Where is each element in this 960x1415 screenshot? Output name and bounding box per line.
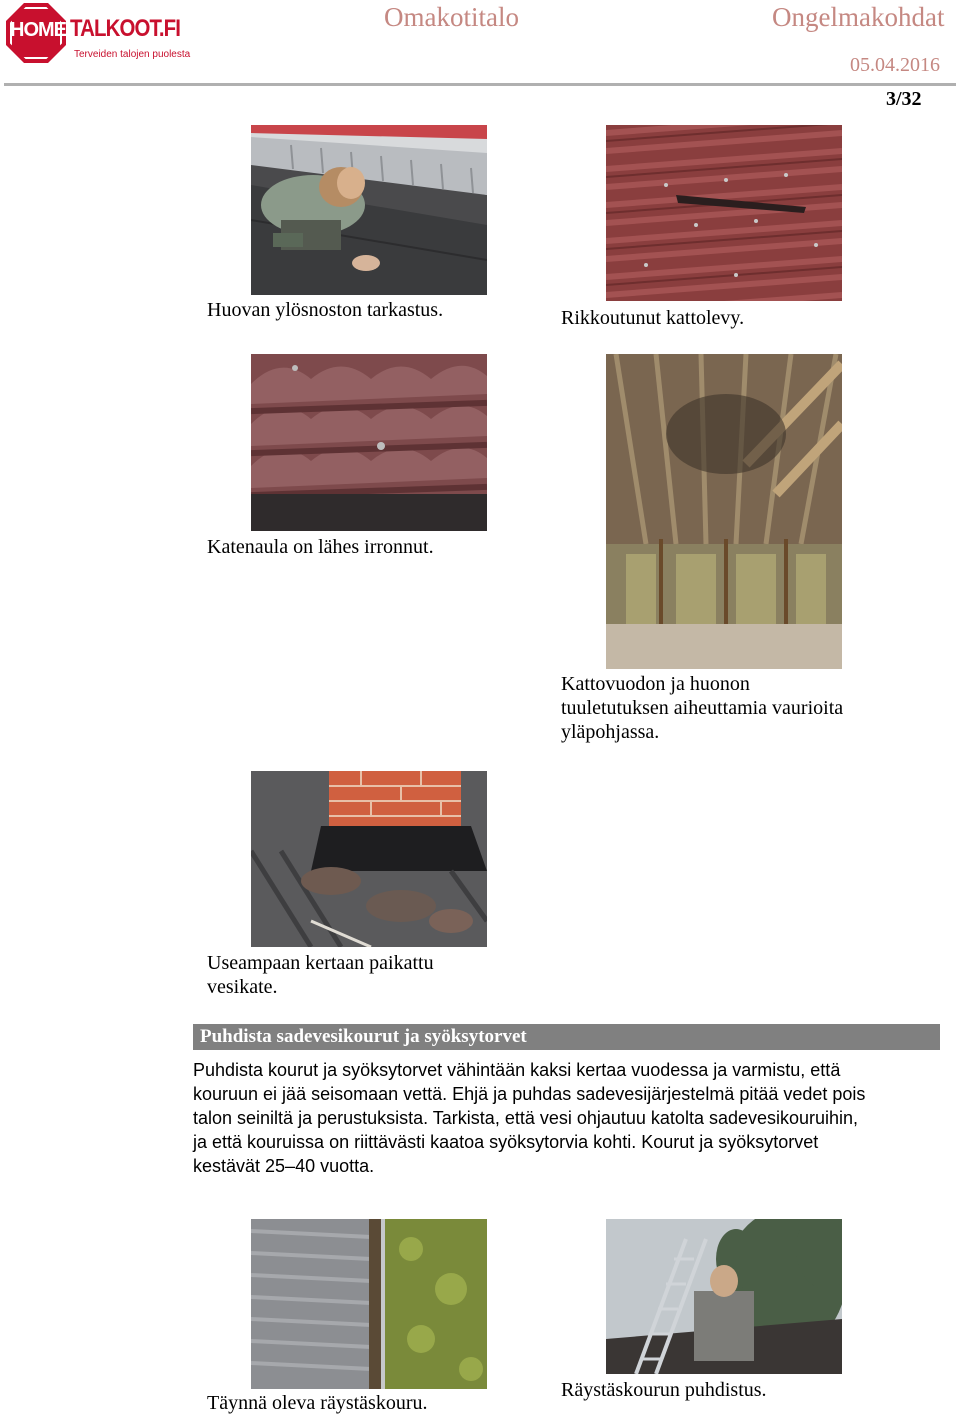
- page-number: 3/32: [886, 88, 922, 110]
- photo-caption: Rikkoutunut kattolevy.: [561, 307, 745, 329]
- body-line: kouruun ei jää seisomaan vettä. Ehjä ja puhdas sadevesijärjestelmä pitää vedet pois: [193, 1084, 866, 1104]
- photo-gutter-cleaning: [606, 1219, 842, 1374]
- section-title: Puhdista sadevesikourut ja syöksytorvet: [200, 1026, 527, 1047]
- photo-caption: Katenaula on lähes irronnut.: [207, 536, 434, 558]
- caption-line: vesikate.: [207, 976, 278, 998]
- caption-line: Useampaan kertaan paikattu: [207, 952, 434, 974]
- body-line: Puhdista kourut ja syöksytorvet vähintään kaksi kertaa vuodessa ja varmistu, että: [193, 1060, 841, 1080]
- body-line: talon seiniltä ja perustuksista. Tarkista, että vesi ohjautuu katolta sadevesikouruihin,: [193, 1108, 859, 1128]
- caption-line: Kattovuodon ja huonon: [561, 673, 750, 695]
- body-line: ja että kouruissa on riittävästi kaatoa syöksytorvia kohti. Kourut ja syöksytorvet: [193, 1132, 819, 1152]
- photo-caption-multiline: [561, 672, 843, 744]
- logo-word-home: HOME: [10, 19, 66, 41]
- section-body: [193, 1058, 948, 1178]
- photo-caption-multiline: [207, 951, 434, 999]
- photo-full-gutter: [251, 1219, 487, 1389]
- photo-tile-roof-nail: [251, 354, 487, 531]
- logo-tagline: Terveiden talojen puolesta: [74, 49, 191, 60]
- body-line: kestävät 25–40 vuotta.: [193, 1156, 375, 1176]
- header-link-ongelmakohdat[interactable]: Ongelmakohdat: [772, 2, 945, 32]
- header-divider: [4, 83, 956, 86]
- photo-caption: Huovan ylösnoston tarkastus.: [207, 299, 444, 321]
- photo-attic-damage: [606, 354, 842, 669]
- photo-felt-inspection: [251, 125, 487, 295]
- hometalkoot-logo[interactable]: [6, 3, 191, 63]
- logo-word-talkoot: TALKOOT.FI: [70, 15, 181, 42]
- photo-caption: Räystäskourun puhdistus.: [561, 1379, 767, 1401]
- photo-caption: Täynnä oleva räystäskouru.: [207, 1392, 428, 1414]
- photo-broken-roof-sheet: [606, 125, 842, 301]
- photo-patched-roof: [251, 771, 487, 947]
- caption-line: tuuletutuksen aiheuttamia vaurioita: [561, 697, 844, 719]
- caption-line: yläpohjassa.: [561, 721, 660, 743]
- header-link-omakotitalo[interactable]: Omakotitalo: [384, 2, 519, 32]
- header-date: 05.04.2016: [850, 54, 940, 76]
